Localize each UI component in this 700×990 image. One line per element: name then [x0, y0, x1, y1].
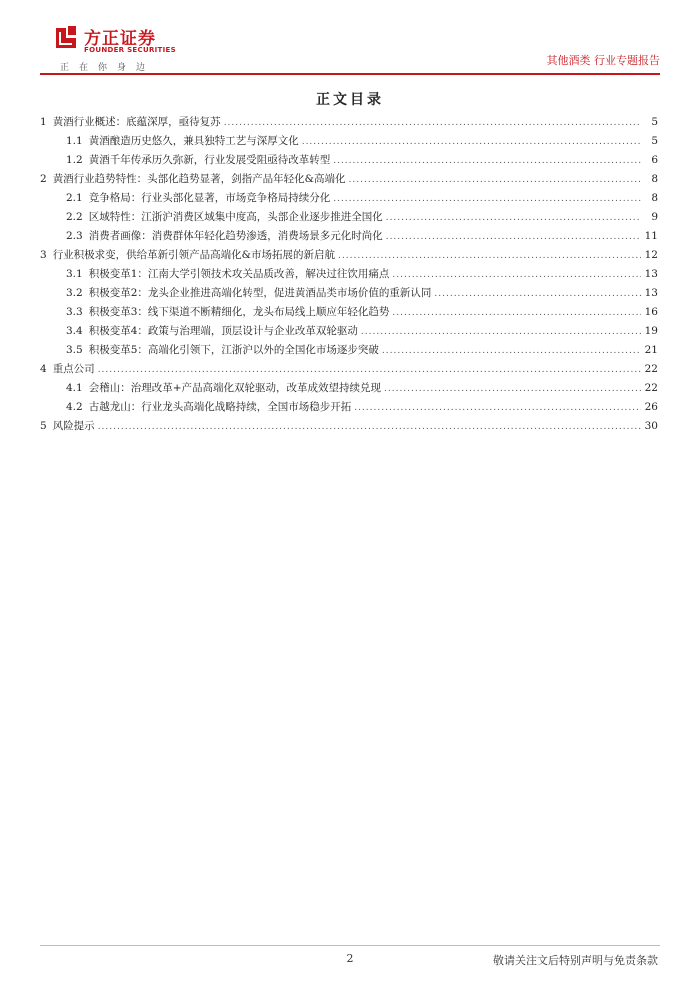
- toc-entry-title: 古越龙山：行业龙头高端化战略持续，全国市场稳步开拓: [88, 401, 352, 413]
- header-divider: [40, 73, 660, 75]
- toc-entry-title: 积极变革2：龙头企业推进高端化转型，促进黄酒品类市场价值的重新认同: [88, 287, 432, 299]
- toc-entry-number: 2: [40, 173, 47, 185]
- toc-title: 正文目录: [316, 92, 384, 108]
- toc-leader-dots: [98, 361, 641, 380]
- slogan: 正在你身边: [60, 63, 156, 73]
- toc-entry-title: 竞争格局：行业头部化显著，市场竞争格局持续分化: [88, 192, 331, 204]
- toc-entry[interactable]: [40, 113, 658, 132]
- toc-entry-title: 重点公司: [52, 363, 95, 375]
- toc-entry-title: 积极变革1：江南大学引领技术攻关品质改善，解决过往饮用痛点: [88, 268, 390, 280]
- toc-leader-dots: [392, 266, 641, 285]
- toc-entry-page: 13: [644, 287, 658, 299]
- toc-entry[interactable]: [40, 227, 658, 246]
- toc-entry-number: 2.3: [66, 230, 83, 242]
- toc-entry-number: 1.1: [66, 135, 83, 147]
- toc-entry-page: 5: [651, 116, 658, 128]
- toc-entry-title: 积极变革4：政策与治理端，顶层设计与企业改革双轮驱动: [88, 325, 358, 337]
- toc-leader-dots: [302, 133, 641, 152]
- toc-entry-title: 黄酒千年传承历久弥新，行业发展受阻亟待改革转型: [88, 154, 331, 166]
- toc-entry[interactable]: [40, 208, 658, 227]
- toc-leader-dots: [384, 380, 641, 399]
- toc-entry-page: 16: [644, 306, 658, 318]
- toc-entry-number: 4.1: [66, 382, 83, 394]
- toc-entry-page: 13: [644, 268, 658, 280]
- page-header: [40, 22, 660, 74]
- toc-entry-page: 22: [644, 363, 658, 375]
- toc-entry-number: 3.1: [66, 268, 83, 280]
- toc-entry-number: 3.3: [66, 306, 83, 318]
- toc-entry-number: 1: [40, 116, 47, 128]
- logo-english-name: FOUNDER SECURITIES: [84, 46, 176, 54]
- page-number: 2: [346, 952, 354, 965]
- toc-leader-dots: [361, 323, 641, 342]
- toc-entry[interactable]: [40, 322, 658, 341]
- toc-entry-title: 区域特性：江浙沪消费区域集中度高，头部企业逐步推进全国化: [88, 211, 383, 223]
- toc-leader-dots: [338, 247, 641, 266]
- toc-entry-number: 4: [40, 363, 47, 375]
- toc-entry-title: 黄酒行业趋势特性：头部化趋势显著，剑指产品年轻化&高端化: [52, 173, 346, 185]
- toc-leader-dots: [354, 399, 641, 418]
- toc-entry-number: 1.2: [66, 154, 83, 166]
- toc-entry-page: 21: [644, 344, 658, 356]
- toc-entry[interactable]: [40, 246, 658, 265]
- footer-divider: [40, 945, 660, 946]
- toc-entry-page: 11: [644, 230, 658, 242]
- logo-chinese-name: 方正证券: [84, 29, 156, 49]
- toc-entry-page: 9: [651, 211, 658, 223]
- toc-entry[interactable]: [40, 398, 658, 417]
- toc-entry-title: 黄酒行业概述：底蕴深厚，亟待复苏: [52, 116, 221, 128]
- toc-leader-dots: [333, 152, 641, 171]
- founder-logo-icon: [54, 24, 78, 50]
- toc-leader-dots: [382, 342, 641, 361]
- toc-entry-number: 3.4: [66, 325, 83, 337]
- toc-entry[interactable]: [40, 189, 658, 208]
- toc-entry-title: 黄酒酿造历史悠久，兼具独特工艺与深厚文化: [88, 135, 299, 147]
- toc-entry[interactable]: [40, 151, 658, 170]
- toc-leader-dots: [333, 190, 641, 209]
- toc-leader-dots: [224, 114, 641, 133]
- toc-entry-title: 消费者画像：消费群体年轻化趋势渗透，消费场景多元化时尚化: [88, 230, 383, 242]
- toc-entry-page: 8: [651, 173, 658, 185]
- toc-entry[interactable]: [40, 360, 658, 379]
- toc-entry-title: 会稽山：治理改革+产品高端化双轮驱动，改革成效望持续兑现: [88, 382, 381, 394]
- toc-entry[interactable]: [40, 132, 658, 151]
- toc-entry[interactable]: [40, 303, 658, 322]
- toc-entry-title: 积极变革5：高端化引领下，江浙沪以外的全国化市场逐步突破: [88, 344, 379, 356]
- toc-entry-page: 8: [651, 192, 658, 204]
- toc-leader-dots: [349, 171, 641, 190]
- toc-entry[interactable]: [40, 284, 658, 303]
- toc-entry-number: 3: [40, 249, 47, 261]
- toc-leader-dots: [434, 285, 641, 304]
- toc-leader-dots: [386, 209, 641, 228]
- toc-leader-dots: [386, 228, 641, 247]
- toc-entry-page: 26: [644, 401, 658, 413]
- toc-entry-page: 22: [644, 382, 658, 394]
- toc-entry-title: 积极变革3：线下渠道不断精细化，龙头布局线上顺应年轻化趋势: [88, 306, 390, 318]
- toc-entry[interactable]: [40, 265, 658, 284]
- toc-entry-page: 6: [651, 154, 658, 166]
- toc-entry[interactable]: [40, 417, 658, 436]
- toc-entry-number: 5: [40, 420, 47, 432]
- toc-entry[interactable]: [40, 170, 658, 189]
- toc-entry-number: 2.2: [66, 211, 83, 223]
- founder-securities-logo: [54, 22, 224, 72]
- toc-entry-number: 3.2: [66, 287, 83, 299]
- toc-leader-dots: [392, 304, 641, 323]
- toc-entry-number: 3.5: [66, 344, 83, 356]
- toc-entry-page: 5: [651, 135, 658, 147]
- toc-entry-title: 行业积极求变，供给革新引领产品高端化&市场拓展的新启航: [52, 249, 336, 261]
- toc-entry-number: 2.1: [66, 192, 83, 204]
- toc-entry-title: 风险提示: [52, 420, 95, 432]
- toc-entry-page: 19: [644, 325, 658, 337]
- toc-leader-dots: [98, 418, 641, 437]
- toc-entry-page: 30: [644, 420, 658, 432]
- toc-entry[interactable]: [40, 379, 658, 398]
- report-type-label: 其他酒类 行业专题报告: [546, 54, 660, 67]
- table-of-contents: [40, 113, 658, 436]
- toc-entry-page: 12: [644, 249, 658, 261]
- toc-entry-number: 4.2: [66, 401, 83, 413]
- toc-entry[interactable]: [40, 341, 658, 360]
- disclaimer-text: 敬请关注文后特别声明与免责条款: [493, 954, 658, 967]
